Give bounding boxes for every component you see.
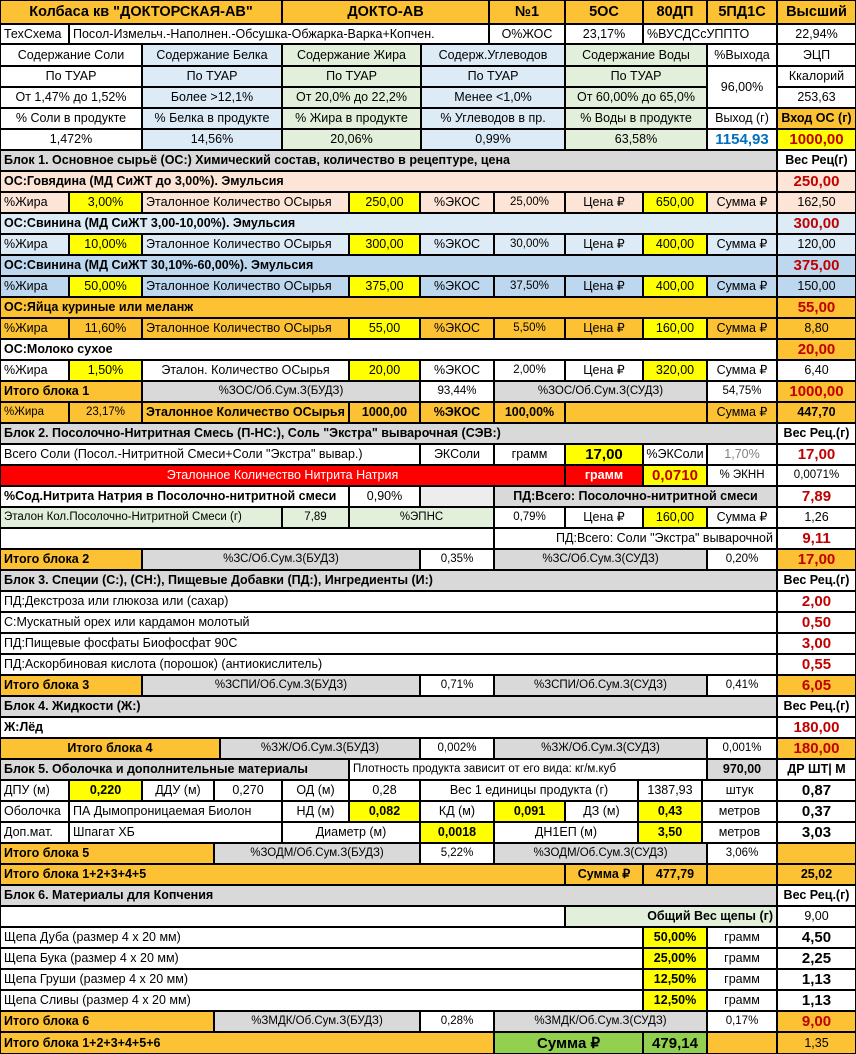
cell-r13-c0[interactable]: %Жира [0, 276, 69, 297]
cell-r0-c1[interactable]: ДОКТО-АВ [282, 0, 489, 24]
cell-r23-c2[interactable] [420, 486, 494, 507]
cell-r6-c2[interactable]: 20,06% [282, 129, 421, 150]
cell-r6-c1[interactable]: 14,56% [142, 129, 282, 150]
cell-r2-c0[interactable]: Содержание Соли [0, 44, 142, 66]
cell-r11-c2[interactable]: Эталонное Количество ОСырья [142, 234, 349, 255]
cell-r46-c1[interactable]: 12,50% [643, 969, 707, 990]
cell-r24-c2[interactable]: %ЭПНС [349, 507, 494, 528]
cell-r43-c2[interactable]: 9,00 [777, 906, 856, 927]
cell-r14-c0[interactable]: ОС:Яйца куриные или меланж [0, 297, 777, 318]
cell-r4-c4[interactable]: От 60,00% до 65,0% [565, 87, 707, 108]
cell-r0-c2[interactable]: №1 [489, 0, 565, 24]
cell-r1-c3[interactable]: 23,17% [565, 24, 643, 44]
cell-r15-c7[interactable]: 160,00 [643, 318, 707, 339]
cell-r31-c0[interactable]: ПД:Аскорбиновая кислота (порошок) (антиокислитель) [0, 654, 777, 675]
cell-r17-c5[interactable]: 2,00% [494, 360, 565, 381]
cell-r9-c3[interactable]: 250,00 [349, 192, 420, 213]
cell-r35-c0[interactable]: Итого блока 4 [0, 738, 220, 759]
cell-r38-c6[interactable]: ДЗ (м) [565, 801, 638, 822]
cell-r13-c2[interactable]: Эталонное Количество ОСырья [142, 276, 349, 297]
cell-r17-c2[interactable]: Эталон. Количество ОСырья [142, 360, 349, 381]
cell-r37-c4[interactable]: ОД (м) [282, 780, 349, 801]
cell-r15-c4[interactable]: %ЭКОС [420, 318, 494, 339]
cell-r37-c7[interactable]: 1387,93 [638, 780, 702, 801]
cell-r30-c1[interactable]: 3,00 [777, 633, 856, 654]
cell-r47-c3[interactable]: 1,13 [777, 990, 856, 1011]
cell-r23-c1[interactable]: 0,90% [349, 486, 420, 507]
cell-r5-c1[interactable]: % Белка в продукте [142, 108, 282, 129]
cell-r20-c1[interactable]: Вес Рец.(г) [777, 423, 856, 444]
cell-r5-c5[interactable]: Выход (г) [707, 108, 777, 129]
cell-r48-c5[interactable]: 9,00 [777, 1011, 856, 1032]
cell-r15-c1[interactable]: 11,60% [69, 318, 142, 339]
cell-r42-c0[interactable]: Блок 6. Материалы для Копчения [0, 885, 777, 906]
cell-r32-c4[interactable]: 0,41% [707, 675, 777, 696]
cell-r2-c6[interactable]: ЭЦП [777, 44, 856, 66]
cell-r15-c6[interactable]: Цена ₽ [565, 318, 643, 339]
cell-r44-c2[interactable]: грамм [707, 927, 777, 948]
cell-r20-c0[interactable]: Блок 2. Посолочно-Нитритная Смесь (П-НС:), Соль "Экстра" выварочная (СЭВ:) [0, 423, 777, 444]
cell-r19-c0[interactable]: %Жира [0, 402, 69, 423]
cell-r26-c3[interactable]: %ЗС/Об.Сум.З(СУДЗ) [494, 549, 707, 570]
cell-r11-c4[interactable]: %ЭКОС [420, 234, 494, 255]
cell-r13-c9[interactable]: 150,00 [777, 276, 856, 297]
cell-r2-c2[interactable]: Содержание Жира [282, 44, 421, 66]
cell-r15-c3[interactable]: 55,00 [349, 318, 420, 339]
cell-r21-c3[interactable]: 17,00 [565, 444, 643, 465]
cell-r41-c2[interactable]: 477,79 [643, 864, 707, 885]
cell-r29-c0[interactable]: С:Мускатный орех или кардамон молотый [0, 612, 777, 633]
cell-r9-c4[interactable]: %ЭКОС [420, 192, 494, 213]
cell-r24-c0[interactable]: Эталон Кол.Посолочно-Нитритной Смеси (г) [0, 507, 282, 528]
cell-r35-c4[interactable]: 0,001% [707, 738, 777, 759]
cell-r45-c1[interactable]: 25,00% [643, 948, 707, 969]
cell-r19-c2[interactable]: Эталонное Количество ОСырья [142, 402, 349, 423]
cell-r11-c7[interactable]: 400,00 [643, 234, 707, 255]
cell-r36-c2[interactable]: 970,00 [707, 759, 777, 780]
cell-r9-c6[interactable]: Цена ₽ [565, 192, 643, 213]
cell-r24-c6[interactable]: Сумма ₽ [707, 507, 777, 528]
cell-r24-c1[interactable]: 7,89 [282, 507, 349, 528]
cell-r7-c1[interactable]: Вес Рец(г) [777, 150, 856, 171]
cell-r17-c3[interactable]: 20,00 [349, 360, 420, 381]
cell-r40-c1[interactable]: %ЗОДМ/Об.Сум.З(БУДЗ) [214, 843, 420, 864]
cell-r18-c5[interactable]: 1000,00 [777, 381, 856, 402]
cell-r0-c6[interactable]: Высший [777, 0, 856, 24]
cell-r36-c0[interactable]: Блок 5. Оболочка и дополнительные материалы [0, 759, 349, 780]
cell-r15-c8[interactable]: Сумма ₽ [707, 318, 777, 339]
cell-r36-c1[interactable]: Плотность продукта зависит от его вида: кг/м.куб [349, 759, 707, 780]
cell-r35-c2[interactable]: 0,002% [420, 738, 494, 759]
cell-r9-c2[interactable]: Эталонное Количество ОСырья [142, 192, 349, 213]
cell-r27-c0[interactable]: Блок 3. Специи (С:), (СН:), Пищевые Добавки (ПД:), Ингредиенты (И:) [0, 570, 777, 591]
cell-r39-c2[interactable]: Диаметр (м) [282, 822, 420, 843]
cell-r4-c0[interactable]: От 1,47% до 1,52% [0, 87, 142, 108]
cell-r35-c1[interactable]: %ЗЖ/Об.Сум.З(БУДЗ) [220, 738, 420, 759]
cell-r3-c2[interactable]: По ТУАР [282, 66, 421, 87]
cell-r28-c1[interactable]: 2,00 [777, 591, 856, 612]
cell-r19-c4[interactable]: %ЭКОС [420, 402, 494, 423]
cell-r22-c0[interactable]: Эталонное Количество Нитрита Натрия [0, 465, 565, 486]
cell-r24-c7[interactable]: 1,26 [777, 507, 856, 528]
cell-r5-c6[interactable]: Вход ОС (г) [777, 108, 856, 129]
cell-r26-c4[interactable]: 0,20% [707, 549, 777, 570]
cell-r1-c5[interactable]: 22,94% [777, 24, 856, 44]
cell-r40-c2[interactable]: 5,22% [420, 843, 494, 864]
cell-r9-c8[interactable]: Сумма ₽ [707, 192, 777, 213]
cell-r11-c8[interactable]: Сумма ₽ [707, 234, 777, 255]
cell-r19-c1[interactable]: 23,17% [69, 402, 142, 423]
cell-r12-c0[interactable]: ОС:Свинина (МД СиЖТ 30,10%-60,00%). Эмульсия [0, 255, 777, 276]
cell-r5-c3[interactable]: % Углеводов в пр. [421, 108, 565, 129]
cell-r35-c5[interactable]: 180,00 [777, 738, 856, 759]
cell-r17-c1[interactable]: 1,50% [69, 360, 142, 381]
cell-r37-c8[interactable]: штук [702, 780, 777, 801]
cell-r2-c1[interactable]: Содержание Белка [142, 44, 282, 66]
cell-r37-c0[interactable]: ДПУ (м) [0, 780, 69, 801]
cell-r17-c0[interactable]: %Жира [0, 360, 69, 381]
cell-r11-c9[interactable]: 120,00 [777, 234, 856, 255]
cell-r47-c0[interactable]: Щепа Сливы (размер 4 х 20 мм) [0, 990, 643, 1011]
cell-r11-c5[interactable]: 30,00% [494, 234, 565, 255]
cell-r24-c4[interactable]: Цена ₽ [565, 507, 643, 528]
cell-r19-c8[interactable]: 447,70 [777, 402, 856, 423]
cell-r41-c0[interactable]: Итого блока 1+2+3+4+5 [0, 864, 565, 885]
cell-r34-c1[interactable]: 180,00 [777, 717, 856, 738]
cell-r21-c5[interactable]: 1,70% [707, 444, 777, 465]
cell-r3-c4[interactable]: По ТУАР [565, 66, 707, 87]
cell-r19-c5[interactable]: 100,00% [494, 402, 565, 423]
cell-r34-c0[interactable]: Ж:Лёд [0, 717, 777, 738]
cell-r3-c1[interactable]: По ТУАР [142, 66, 282, 87]
cell-r25-c0[interactable] [0, 528, 494, 549]
cell-r32-c2[interactable]: 0,71% [420, 675, 494, 696]
cell-r11-c1[interactable]: 10,00% [69, 234, 142, 255]
cell-r39-c1[interactable]: Шпагат ХБ [69, 822, 282, 843]
cell-r6-c0[interactable]: 1,472% [0, 129, 142, 150]
cell-r10-c0[interactable]: ОС:Свинина (МД СиЖТ 3,00-10,00%). Эмульсия [0, 213, 777, 234]
cell-r26-c0[interactable]: Итого блока 2 [0, 549, 142, 570]
cell-r0-c4[interactable]: 80ДП [643, 0, 707, 24]
cell-r36-c3[interactable]: ДР ШТ| М [777, 759, 856, 780]
cell-r38-c3[interactable]: 0,082 [349, 801, 420, 822]
cell-r39-c3[interactable]: 0,0018 [420, 822, 494, 843]
cell-r43-c0[interactable] [0, 906, 565, 927]
cell-r37-c6[interactable]: Вес 1 единицы продукта (г) [420, 780, 638, 801]
cell-r9-c9[interactable]: 162,50 [777, 192, 856, 213]
cell-r8-c1[interactable]: 250,00 [777, 171, 856, 192]
cell-r1-c0[interactable]: ТехСхема [0, 24, 69, 44]
cell-r38-c9[interactable]: 0,37 [777, 801, 856, 822]
cell-r9-c1[interactable]: 3,00% [69, 192, 142, 213]
cell-r49-c1[interactable]: Сумма ₽ [494, 1032, 643, 1054]
cell-r45-c2[interactable]: грамм [707, 948, 777, 969]
cell-r32-c3[interactable]: %ЗСПИ/Об.Сум.З(СУДЗ) [494, 675, 707, 696]
cell-r3-c0[interactable]: По ТУАР [0, 66, 142, 87]
cell-r2-c4[interactable]: Содержание Воды [565, 44, 707, 66]
cell-r45-c0[interactable]: Щепа Бука (размер 4 х 20 мм) [0, 948, 643, 969]
cell-r38-c0[interactable]: Оболочка [0, 801, 69, 822]
cell-r39-c6[interactable]: метров [702, 822, 777, 843]
cell-r38-c1[interactable]: ПА Дымопроницаемая Биолон [69, 801, 282, 822]
cell-r25-c2[interactable]: 9,11 [777, 528, 856, 549]
cell-r0-c0[interactable]: Колбаса кв "ДОКТОРСКАЯ-АВ" [0, 0, 282, 24]
cell-r38-c2[interactable]: НД (м) [282, 801, 349, 822]
cell-r31-c1[interactable]: 0,55 [777, 654, 856, 675]
cell-r21-c0[interactable]: Всего Соли (Посол.-Нитритной Смеси+Соли "Экстра" вывар.) [0, 444, 420, 465]
cell-r13-c6[interactable]: Цена ₽ [565, 276, 643, 297]
cell-r3-c3[interactable]: По ТУАР [421, 66, 565, 87]
cell-r1-c1[interactable]: Посол-Измельч.-Наполнен.-Обсушка-Обжарка-Варка+Копчен. [69, 24, 489, 44]
cell-r37-c1[interactable]: 0,220 [69, 780, 142, 801]
cell-r25-c1[interactable]: ПД:Всего: Соли "Экстра" выварочной [494, 528, 777, 549]
cell-r2-c3[interactable]: Содерж.Углеводов [421, 44, 565, 66]
cell-r18-c0[interactable]: Итого блока 1 [0, 381, 142, 402]
cell-r37-c9[interactable]: 0,87 [777, 780, 856, 801]
cell-r32-c1[interactable]: %ЗСПИ/Об.Сум.З(БУДЗ) [142, 675, 420, 696]
cell-r45-c3[interactable]: 2,25 [777, 948, 856, 969]
cell-r16-c0[interactable]: ОС:Молоко сухое [0, 339, 777, 360]
cell-r19-c3[interactable]: 1000,00 [349, 402, 420, 423]
cell-r17-c7[interactable]: 320,00 [643, 360, 707, 381]
cell-r22-c1[interactable]: грамм [565, 465, 643, 486]
cell-r9-c7[interactable]: 650,00 [643, 192, 707, 213]
cell-r3-c5[interactable]: 96,00% [707, 66, 777, 108]
cell-r22-c4[interactable]: 0,0071% [777, 465, 856, 486]
cell-r8-c0[interactable]: ОС:Говядина (МД СиЖТ до 3,00%). Эмульсия [0, 171, 777, 192]
cell-r44-c3[interactable]: 4,50 [777, 927, 856, 948]
cell-r48-c1[interactable]: %ЗМДК/Об.Сум.З(БУДЗ) [214, 1011, 420, 1032]
cell-r17-c4[interactable]: %ЭКОС [420, 360, 494, 381]
cell-r5-c4[interactable]: % Воды в продукте [565, 108, 707, 129]
cell-r4-c3[interactable]: Менее <1,0% [421, 87, 565, 108]
cell-r40-c0[interactable]: Итого блока 5 [0, 843, 214, 864]
cell-r37-c2[interactable]: ДДУ (м) [142, 780, 214, 801]
cell-r14-c1[interactable]: 55,00 [777, 297, 856, 318]
cell-r17-c6[interactable]: Цена ₽ [565, 360, 643, 381]
cell-r38-c5[interactable]: 0,091 [494, 801, 565, 822]
cell-r19-c7[interactable]: Сумма ₽ [707, 402, 777, 423]
cell-r40-c4[interactable]: 3,06% [707, 843, 777, 864]
cell-r15-c5[interactable]: 5,50% [494, 318, 565, 339]
cell-r0-c5[interactable]: 5ПД1С [707, 0, 777, 24]
cell-r17-c9[interactable]: 6,40 [777, 360, 856, 381]
cell-r6-c3[interactable]: 0,99% [421, 129, 565, 150]
cell-r4-c2[interactable]: От 20,0% до 22,2% [282, 87, 421, 108]
cell-r29-c1[interactable]: 0,50 [777, 612, 856, 633]
cell-r21-c2[interactable]: грамм [494, 444, 565, 465]
cell-r38-c7[interactable]: 0,43 [638, 801, 702, 822]
cell-r13-c5[interactable]: 37,50% [494, 276, 565, 297]
cell-r18-c4[interactable]: 54,75% [707, 381, 777, 402]
cell-r15-c9[interactable]: 8,80 [777, 318, 856, 339]
cell-r41-c1[interactable]: Сумма ₽ [565, 864, 643, 885]
cell-r13-c4[interactable]: %ЭКОС [420, 276, 494, 297]
cell-r37-c5[interactable]: 0,28 [349, 780, 420, 801]
cell-r49-c2[interactable]: 479,14 [643, 1032, 707, 1054]
cell-r49-c3[interactable] [707, 1032, 777, 1054]
cell-r24-c3[interactable]: 0,79% [494, 507, 565, 528]
cell-r37-c3[interactable]: 0,270 [214, 780, 282, 801]
cell-r22-c3[interactable]: % ЭКНН [707, 465, 777, 486]
cell-r38-c8[interactable]: метров [702, 801, 777, 822]
cell-r41-c4[interactable]: 25,02 [777, 864, 856, 885]
cell-r33-c1[interactable]: Вес Рец.(г) [777, 696, 856, 717]
cell-r43-c1[interactable]: Общий Вес щепы (г) [565, 906, 777, 927]
cell-r18-c1[interactable]: %ЗОС/Об.Сум.З(БУДЗ) [142, 381, 420, 402]
cell-r5-c0[interactable]: % Соли в продукте [0, 108, 142, 129]
cell-r18-c3[interactable]: %ЗОС/Об.Сум.З(СУДЗ) [494, 381, 707, 402]
cell-r49-c4[interactable]: 1,35 [777, 1032, 856, 1054]
cell-r11-c0[interactable]: %Жира [0, 234, 69, 255]
cell-r15-c2[interactable]: Эталонное Количество ОСырья [142, 318, 349, 339]
cell-r39-c4[interactable]: ДН1ЕП (м) [494, 822, 638, 843]
cell-r42-c1[interactable]: Вес Рец.(г) [777, 885, 856, 906]
cell-r26-c2[interactable]: 0,35% [420, 549, 494, 570]
cell-r39-c7[interactable]: 3,03 [777, 822, 856, 843]
cell-r4-c1[interactable]: Более >12,1% [142, 87, 282, 108]
cell-r10-c1[interactable]: 300,00 [777, 213, 856, 234]
cell-r18-c2[interactable]: 93,44% [420, 381, 494, 402]
cell-r30-c0[interactable]: ПД:Пищевые фосфаты Биофосфат 90С [0, 633, 777, 654]
cell-r32-c5[interactable]: 6,05 [777, 675, 856, 696]
cell-r0-c3[interactable]: 5ОС [565, 0, 643, 24]
cell-r11-c6[interactable]: Цена ₽ [565, 234, 643, 255]
cell-r46-c3[interactable]: 1,13 [777, 969, 856, 990]
cell-r40-c5[interactable] [777, 843, 856, 864]
cell-r3-c6[interactable]: Ккалорий [777, 66, 856, 87]
cell-r39-c5[interactable]: 3,50 [638, 822, 702, 843]
cell-r4-c6[interactable]: 253,63 [777, 87, 856, 108]
cell-r17-c8[interactable]: Сумма ₽ [707, 360, 777, 381]
cell-r44-c0[interactable]: Щепа Дуба (размер 4 х 20 мм) [0, 927, 643, 948]
cell-r35-c3[interactable]: %ЗЖ/Об.Сум.З(СУДЗ) [494, 738, 707, 759]
cell-r22-c2[interactable]: 0,0710 [643, 465, 707, 486]
cell-r16-c1[interactable]: 20,00 [777, 339, 856, 360]
cell-r28-c0[interactable]: ПД:Декстроза или глюкоза или (сахар) [0, 591, 777, 612]
cell-r48-c2[interactable]: 0,28% [420, 1011, 494, 1032]
cell-r40-c3[interactable]: %ЗОДМ/Об.Сум.З(СУДЗ) [494, 843, 707, 864]
cell-r11-c3[interactable]: 300,00 [349, 234, 420, 255]
cell-r23-c4[interactable]: 7,89 [777, 486, 856, 507]
cell-r23-c3[interactable]: ПД:Всего: Посолочно-нитритной смеси [494, 486, 777, 507]
cell-r15-c0[interactable]: %Жира [0, 318, 69, 339]
cell-r32-c0[interactable]: Итого блока 3 [0, 675, 142, 696]
cell-r7-c0[interactable]: Блок 1. Основное сырьё (ОС:) Химический состав, количество в рецептуре, цена [0, 150, 777, 171]
cell-r41-c3[interactable] [707, 864, 777, 885]
cell-r21-c6[interactable]: 17,00 [777, 444, 856, 465]
cell-r48-c3[interactable]: %ЗМДК/Об.Сум.З(СУДЗ) [494, 1011, 707, 1032]
cell-r21-c1[interactable]: ЭКСоли [420, 444, 494, 465]
cell-r21-c4[interactable]: %ЭКСоли [643, 444, 707, 465]
cell-r26-c1[interactable]: %ЗС/Об.Сум.З(БУДЗ) [142, 549, 420, 570]
cell-r13-c1[interactable]: 50,00% [69, 276, 142, 297]
cell-r9-c5[interactable]: 25,00% [494, 192, 565, 213]
cell-r44-c1[interactable]: 50,00% [643, 927, 707, 948]
cell-r6-c5[interactable]: 1154,93 [707, 129, 777, 150]
cell-r39-c0[interactable]: Доп.мат. [0, 822, 69, 843]
cell-r46-c2[interactable]: грамм [707, 969, 777, 990]
cell-r6-c4[interactable]: 63,58% [565, 129, 707, 150]
cell-r26-c5[interactable]: 17,00 [777, 549, 856, 570]
cell-r1-c4[interactable]: %ВУСДСсУППТО [643, 24, 777, 44]
cell-r24-c5[interactable]: 160,00 [643, 507, 707, 528]
cell-r47-c2[interactable]: грамм [707, 990, 777, 1011]
cell-r48-c4[interactable]: 0,17% [707, 1011, 777, 1032]
cell-r13-c7[interactable]: 400,00 [643, 276, 707, 297]
cell-r13-c8[interactable]: Сумма ₽ [707, 276, 777, 297]
cell-r2-c5[interactable]: %Выхода [707, 44, 777, 66]
cell-r48-c0[interactable]: Итого блока 6 [0, 1011, 214, 1032]
cell-r5-c2[interactable]: % Жира в продукте [282, 108, 421, 129]
cell-r13-c3[interactable]: 375,00 [349, 276, 420, 297]
cell-r27-c1[interactable]: Вес Рец.(г) [777, 570, 856, 591]
cell-r49-c0[interactable]: Итого блока 1+2+3+4+5+6 [0, 1032, 494, 1054]
cell-r38-c4[interactable]: КД (м) [420, 801, 494, 822]
cell-r12-c1[interactable]: 375,00 [777, 255, 856, 276]
cell-r23-c0[interactable]: %Сод.Нитрита Натрия в Посолочно-нитритной смеси [0, 486, 349, 507]
cell-r19-c6[interactable] [565, 402, 707, 423]
cell-r46-c0[interactable]: Щепа Груши (размер 4 х 20 мм) [0, 969, 643, 990]
cell-r1-c2[interactable]: О%ЖОС [489, 24, 565, 44]
cell-r6-c6[interactable]: 1000,00 [777, 129, 856, 150]
cell-r47-c1[interactable]: 12,50% [643, 990, 707, 1011]
cell-r9-c0[interactable]: %Жира [0, 192, 69, 213]
cell-r33-c0[interactable]: Блок 4. Жидкости (Ж:) [0, 696, 777, 717]
